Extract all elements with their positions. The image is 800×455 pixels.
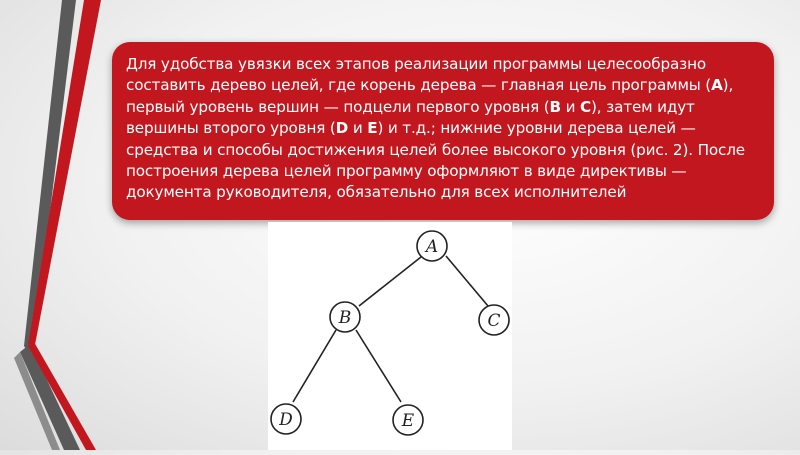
- text-part: Для удобства увязки всех этапов реализации программы целесообразно составить дерево целей, где корень дерева — главная цель программы (: [126, 55, 712, 95]
- label-e: E: [367, 119, 378, 138]
- edge-b-e: [356, 330, 401, 402]
- text-part: и: [348, 119, 368, 138]
- text-part: ) и т.д.; нижние уровни дерева целей — средства и способы достижения целей более высокого уровня (рис. 2). После построения дерева целей программу оформляют в виде директивы — документа руководителя, обязательно для всех исполнителей: [126, 119, 745, 202]
- label-d: D: [335, 119, 349, 138]
- tree-figure: [268, 222, 512, 450]
- node-d-label: D: [279, 410, 293, 430]
- node-a-label: A: [425, 237, 439, 257]
- edge-b-d: [293, 330, 336, 402]
- node-c-label: C: [487, 311, 501, 331]
- text-part: ), затем идут вершины второго уровня (: [126, 97, 695, 138]
- text-part: ), первый уровень вершин — подцели первого уровня (: [126, 76, 734, 116]
- label-a: A: [711, 76, 723, 95]
- label-c: C: [580, 97, 592, 116]
- goal-tree-diagram: [268, 222, 512, 450]
- decorative-stripes: [0, 0, 120, 450]
- text-part: и: [560, 97, 581, 116]
- gray-stripe-upper: [24, 0, 76, 358]
- text-panel: [112, 42, 774, 220]
- body-paragraph: [126, 54, 760, 204]
- node-e-label: E: [401, 411, 415, 431]
- node-b-label: B: [338, 308, 352, 328]
- edge-a-b: [359, 257, 421, 306]
- edge-a-c: [446, 256, 488, 306]
- label-b: B: [549, 97, 561, 116]
